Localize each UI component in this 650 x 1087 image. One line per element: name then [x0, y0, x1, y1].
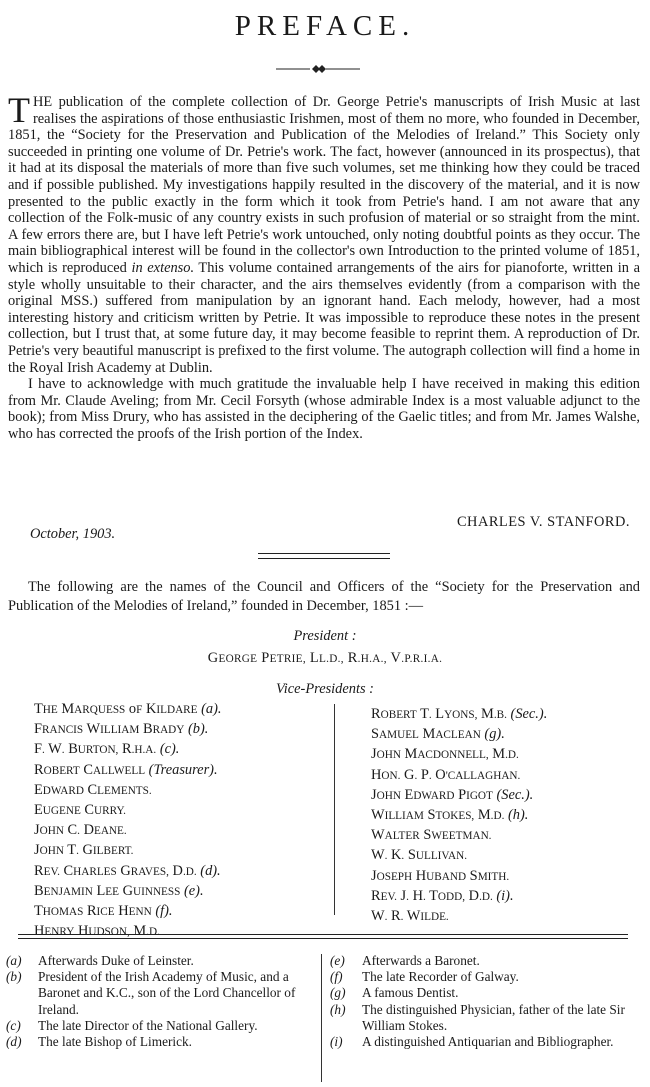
vice-president-note: (h).	[507, 807, 529, 824]
footnote-text: President of the Irish Academy of Music, and a Baronet and K.C., son of the Lord Chancellor of Ireland.	[38, 969, 296, 1017]
vice-president-name: ROBERT CALLWELL	[34, 761, 146, 778]
president-name	[0, 650, 650, 667]
vice-president-left-6	[34, 821, 324, 841]
preface-text-continued: This volume contained arrangements of the airs for pianoforte, written in a style wholly unsuitable to their character, and the airs themselves evidently (from a comparison with the original MSS.) suffered from manipulation by an ignorant hand. Each melody, however, had a most interesting history and criticism written by Petrie. It was impossible to reproduce these notes in the present collection, but I trust that, at some future day, it may become feasible to reprint them. A reproduction of Dr. Petrie's very beautiful manuscript is prefixed to the first volume. The autograph collection will find a home in the Royal Irish Academy at Dublin.	[8, 259, 640, 376]
vice-president-right-10	[371, 907, 646, 927]
vice-president-note: (d).	[200, 862, 221, 879]
vice-president-left-8	[34, 862, 324, 882]
footnotes-divider	[18, 934, 628, 939]
vice-president-note: (e).	[183, 882, 204, 899]
footnote-mark: (h)	[330, 1001, 346, 1017]
footnotes-right-column	[330, 953, 642, 1050]
vice-president-note: (g).	[484, 726, 505, 743]
author-signature: CHARLES V. STANFORD.	[456, 514, 630, 530]
footnote-mark: (a)	[6, 953, 22, 968]
vice-presidents-left-column	[34, 700, 324, 942]
preface-italic-phrase: in extenso.	[131, 259, 195, 276]
vice-president-right-8	[371, 867, 646, 887]
vice-president-name: THOMAS RICE HENN	[34, 903, 152, 920]
signature-block	[8, 514, 640, 550]
vice-president-right-3	[371, 766, 646, 786]
vice-president-name: WALTER SWEETMAN.	[371, 827, 492, 844]
footnote-text: The late Director of the National Gallery.	[38, 1017, 258, 1033]
footnote-text: A famous Dentist.	[362, 985, 459, 1001]
footnote-mark: (b)	[6, 969, 22, 985]
footnote-left-1	[6, 969, 316, 1018]
vice-president-name: BENJAMIN LEE GUINNESS	[34, 882, 181, 899]
vice-president-note: (c).	[159, 741, 180, 758]
footnote-left-2	[6, 1018, 316, 1034]
president-heading: President :	[293, 628, 357, 644]
vice-president-right-1	[371, 725, 646, 745]
section-divider	[258, 553, 390, 559]
footnote-right-0	[330, 953, 642, 969]
vice-president-name: JOSEPH HUBAND SMITH.	[371, 867, 510, 884]
footnote-mark: (g)	[330, 985, 346, 1001]
vice-president-name: THE MARQUESS oF KILDARE	[34, 701, 198, 717]
preface-paragraph-2: I have to acknowledge with much gratitude the invaluable help I have received in making this edition from Mr. Claude Aveling; from Mr. Cecil Forsyth (whose admirable Index is a most valuable adjunct to the book); from Miss Drury, who has assisted in the deciphering of the Gaelic titles; and from Mr. James Walshe, who has corrected the proofs of the Irish portion of the Index.	[8, 376, 640, 442]
vice-president-left-0	[34, 700, 324, 720]
vice-president-left-5	[34, 801, 324, 821]
vice-president-name: HENRY HUDSON, M.D.	[34, 923, 160, 940]
vice-president-name: EUGENE CURRY.	[34, 802, 126, 819]
vice-president-left-9	[34, 882, 324, 902]
vice-president-right-0	[371, 705, 646, 725]
preface-text: HE publication of the complete collection of Dr. George Petrie's manuscripts of Irish Music at last realises the aspirations of those enthusiastic Irishmen, most of them no more, who founded in December, 1851, the “Society for the Preservation and Publication of the Melodies of Ireland.” This Society only succeeded in printing one volume of Dr. Petrie's work. The fact, however (announced in its prospectus), that it had at its disposal the materials of more than five such volumes, set me thinking how they could be traced and if possible published. My investigations happily resulted in the discovery of the material, and it is now presented to the public exactly in the form which it took from Petrie's hand. I am not aware that any collection of the Folk-music of any country exists in such profusion of material or so straight from the mint. A few errors there are, but I have left Petrie's work untouched, only noting doubtful points as they occur. The main bibliographical interest will be found in the collector's own Introduction to the printed volume of 1851, which is reproduced	[8, 94, 640, 276]
footnote-text: The distinguished Physician, father of the late Sir William Stokes.	[362, 1001, 625, 1033]
vice-president-right-4	[371, 786, 646, 806]
footnote-right-1	[330, 969, 642, 985]
drop-cap: T	[8, 90, 30, 130]
vice-president-name: SAMUEL MACLEAN	[371, 726, 481, 743]
vice-president-note: (a).	[201, 701, 222, 717]
footnote-text: Afterwards a Baronet.	[362, 953, 480, 968]
vice-president-name: JOHN C. DEANE.	[34, 822, 127, 839]
vice-president-left-7	[34, 841, 324, 861]
vice-president-name: REV. J. H. TODD, D.D.	[371, 887, 493, 904]
vice-president-left-4	[34, 781, 324, 801]
vice-president-left-11	[34, 922, 324, 942]
footnote-text: Afterwards Duke of Leinster.	[38, 953, 194, 968]
footnote-right-2	[330, 985, 642, 1001]
preface-date: October, 1903.	[30, 526, 116, 542]
footnote-right-3	[330, 1002, 642, 1034]
page-title: PREFACE.	[234, 10, 416, 42]
vice-president-right-6	[371, 826, 646, 846]
vice-president-name: REV. CHARLES GRAVES, D.D.	[34, 862, 197, 879]
vice-president-name: ROBERT T. LYONS, M.B.	[371, 706, 507, 722]
vice-president-left-3	[34, 761, 324, 781]
council-intro: The following are the names of the Council and Officers of the “Society for the Preservation and Publication of the Melodies of Ireland,” founded in December, 1851 :—	[8, 579, 640, 614]
footnote-mark: (c)	[6, 1017, 21, 1033]
footnote-mark: (i)	[330, 1034, 343, 1050]
column-divider	[334, 704, 335, 915]
vice-president-right-7	[371, 846, 646, 866]
footnote-left-0	[6, 953, 316, 969]
president-name-text: GEORGE PETRIE, LL.D., R.H.A., V.P.R.I.A.	[207, 650, 443, 666]
footnotes-column-divider	[321, 954, 322, 1082]
vice-president-note: (Sec.).	[496, 786, 534, 803]
vice-president-note: (i).	[496, 887, 514, 904]
footnote-right-4	[330, 1034, 642, 1050]
vice-president-name: WILLIAM STOKES, M.D.	[371, 807, 505, 824]
vice-president-left-2	[34, 740, 324, 760]
footnote-mark: (f)	[330, 969, 343, 985]
footnote-mark: (d)	[6, 1034, 22, 1050]
preface-paragraph-1	[8, 90, 640, 376]
vice-president-name: JOHN EDWARD PIGOT	[371, 786, 493, 803]
vice-president-name: F. W. BURTON, R.H.A.	[34, 741, 157, 758]
footnote-mark: (e)	[330, 953, 345, 968]
vice-president-name: W. R. WILDE.	[371, 908, 449, 925]
vice-president-name: W. K. SULLIVAN.	[371, 847, 468, 864]
footnotes-left-column	[6, 953, 316, 1050]
footnote-text: A distinguished Antiquarian and Bibliographer.	[362, 1034, 614, 1050]
vice-president-right-5	[371, 806, 646, 826]
preface-body	[8, 90, 640, 442]
vice-president-right-2	[371, 745, 646, 765]
vice-president-name: JOHN T. GILBERT.	[34, 842, 134, 859]
footnote-left-3	[6, 1034, 316, 1050]
vice-president-name: JOHN MACDONNELL, M.D.	[371, 746, 519, 763]
vice-presidents-right-column	[371, 705, 646, 927]
vice-president-note: (Treasurer).	[148, 761, 218, 778]
vice-president-right-9	[371, 887, 646, 907]
ornament-divider	[276, 62, 360, 76]
vice-presidents-heading: Vice-Presidents :	[276, 681, 374, 697]
vice-president-name: EDWARD CLEMENTS.	[34, 781, 152, 798]
vice-president-left-10	[34, 902, 324, 922]
vice-president-name: FRANCIS WILLIAM BRADY	[34, 721, 185, 738]
vice-president-note: (f).	[155, 903, 173, 920]
vice-president-name: HON. G. P. O'CALLAGHAN.	[371, 766, 521, 783]
vice-president-note: (Sec.).	[510, 706, 548, 722]
vice-president-left-1	[34, 720, 324, 740]
footnote-text: The late Bishop of Limerick.	[38, 1034, 192, 1050]
footnote-text: The late Recorder of Galway.	[362, 969, 519, 985]
vice-president-note: (b).	[188, 721, 209, 738]
